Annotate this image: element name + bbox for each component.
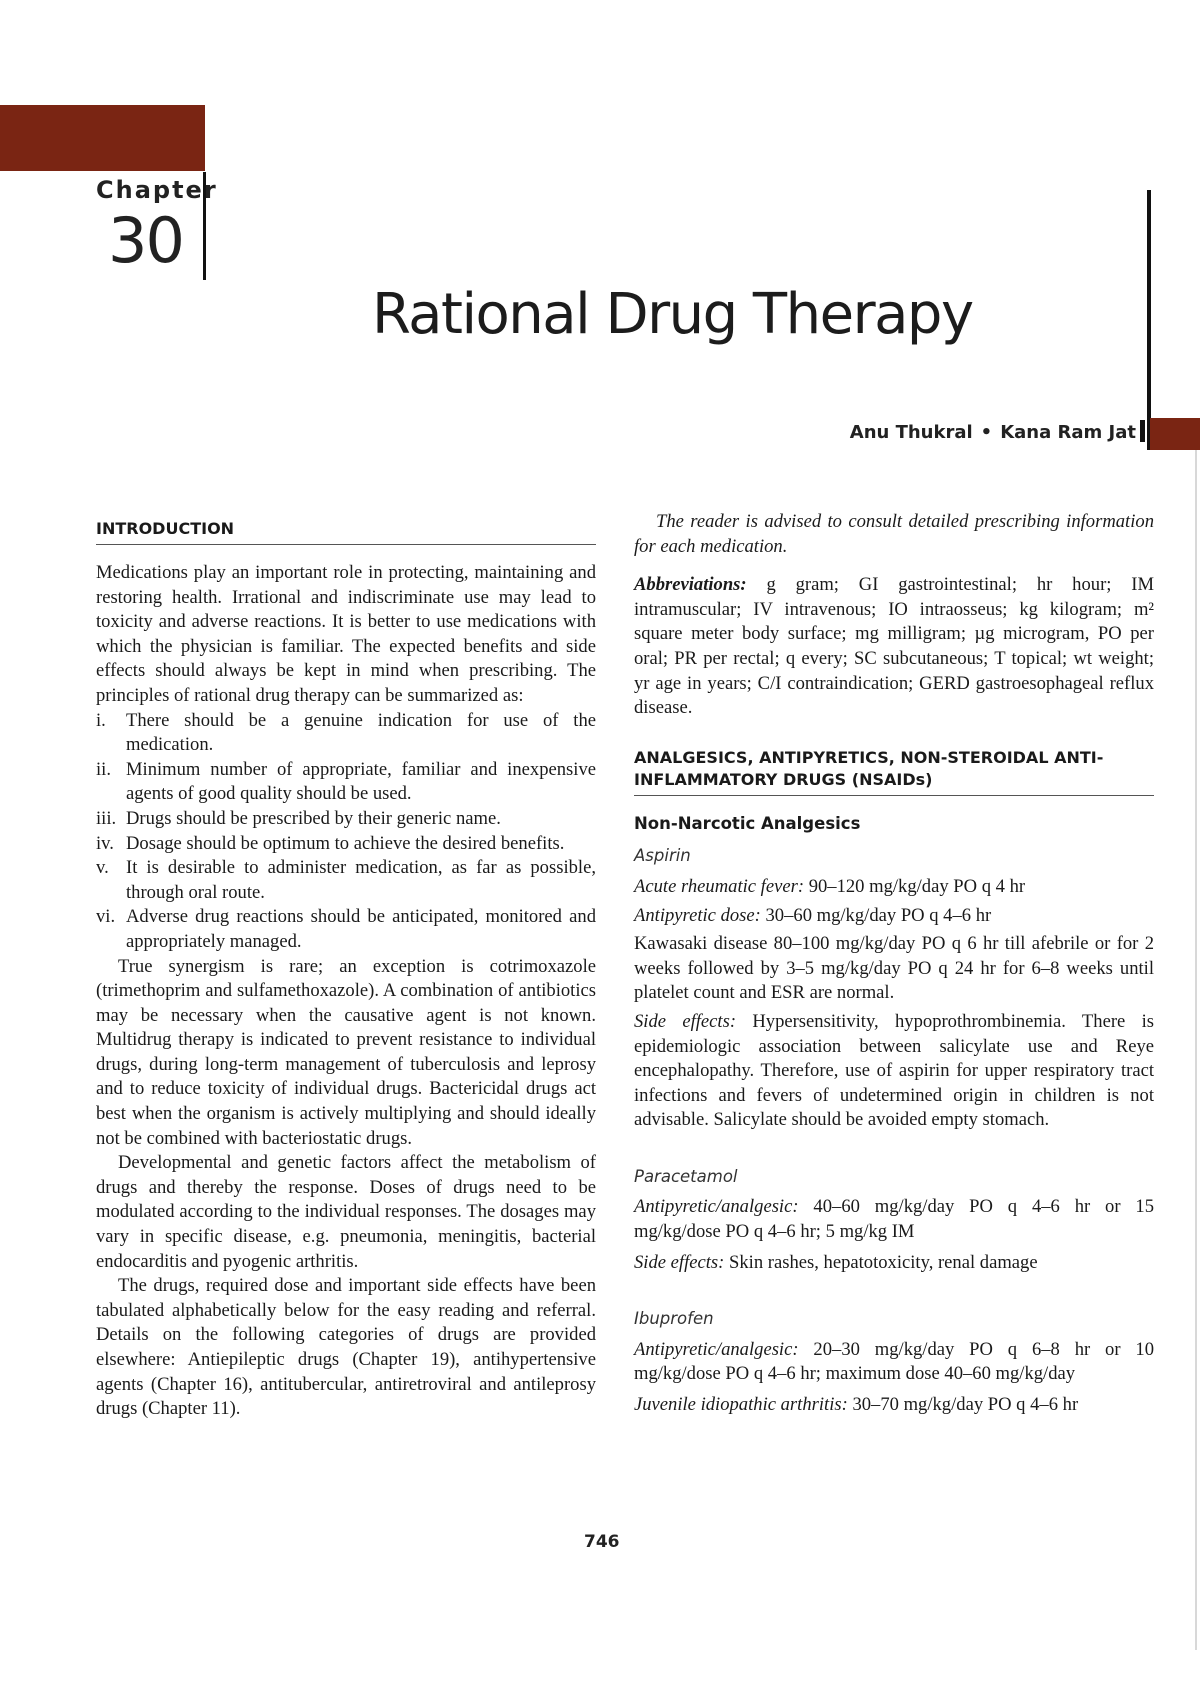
list-item-text: Minimum number of appropriate, familiar and inexpensive agents of good quality should be used. xyxy=(126,758,596,805)
list-item-number: iv. xyxy=(96,832,114,854)
list-item xyxy=(96,832,596,857)
aspirin-arf-label: Acute rheumatic fever: xyxy=(634,875,805,897)
ibuprofen-dose xyxy=(634,1338,1154,1387)
right-color-tab xyxy=(1150,418,1200,450)
intro-paragraph-2: True synergism is rare; an exception is cotrimoxazole (trimethoprim and sulfamethoxazole). A combination of antibiotics may be necessary when the causative agent is not known. Multidrug therapy is indicated to prevent resistance to individual drugs, during long-term management of tuberculosis and leprosy and to reduce toxicity of individual drugs. Bactericidal drugs act best when the organism is actively multiplying and should ideally not be combined with bacteriostatic drugs. xyxy=(96,955,596,1149)
drug-name-aspirin: Aspirin xyxy=(634,846,691,866)
introduction-heading: INTRODUCTION xyxy=(96,518,596,545)
principles-list xyxy=(96,709,596,955)
intro-paragraph-3: Developmental and genetic factors affect the metabolism of drugs and thereby the response. Doses of drugs need to be modulated according to the individual responses. The dosages may vary in specific disease, e.g. pneumonia, meningitis, bacterial endocarditis and pyogenic arthritis. xyxy=(96,1152,596,1272)
list-item xyxy=(96,856,596,905)
right-vertical-rule xyxy=(1147,190,1151,450)
subheading-non-narcotic: Non-Narcotic Analgesics xyxy=(634,813,861,833)
paracetamol-side-effects xyxy=(634,1251,1154,1276)
list-item xyxy=(96,807,596,832)
page-number: 746 xyxy=(584,1532,620,1552)
paracetamol-side-label: Side effects: xyxy=(634,1251,725,1273)
ibuprofen-jia-label: Juvenile idiopathic arthritis: xyxy=(634,1394,848,1416)
drug-name-paracetamol: Paracetamol xyxy=(634,1166,738,1186)
aspirin-kawasaki: Kawasaki disease 80–100 mg/kg/day PO q 6 hr till afebrile or for 2 weeks followed by 3–5 mg/kg/day PO q 24 hr for 6–8 weeks until platelet count and ESR are normal. xyxy=(634,933,1154,1004)
chapter-number: 30 xyxy=(108,204,183,277)
paracetamol-side-text: Skin rashes, hepatotoxicity, renal damage xyxy=(729,1251,1038,1273)
author-separator: • xyxy=(980,422,993,443)
aspirin-side-label: Side effects: xyxy=(634,1010,737,1032)
aspirin-antipyretic-text: 30–60 mg/kg/day PO q 4–6 hr xyxy=(765,904,992,926)
left-column xyxy=(96,518,596,1422)
list-item-number: i. xyxy=(96,709,106,731)
aspirin-arf xyxy=(634,875,1154,900)
list-item xyxy=(96,758,596,807)
ibuprofen-dose-label: Antipyretic/analgesic: xyxy=(634,1338,799,1360)
advice-note: The reader is advised to consult detailed prescribing information for each medication. xyxy=(634,511,1154,557)
list-item-number: ii. xyxy=(96,758,111,780)
list-item-number: vi. xyxy=(96,906,116,928)
page-edge-shadow xyxy=(1195,450,1197,1650)
abbreviations-text: g gram; GI gastrointestinal; hr hour; IM intramuscular; IV intravenous; IO intraosseus; kg kilogram; m² square meter body surface; mg milligram; µg microgram, PO per oral; PR per rectal; q every; SC subcutaneous; T topical; wt weight; yr age in years; C/I contraindication; GERD gastroesophageal reflux disease. xyxy=(634,574,1154,719)
list-item-text: Drugs should be prescribed by their generic name. xyxy=(126,807,501,829)
authors xyxy=(850,422,1136,443)
list-item xyxy=(96,905,596,954)
list-item-number: v. xyxy=(96,857,109,879)
author-2: Kana Ram Jat xyxy=(1000,422,1136,443)
list-item xyxy=(96,709,596,758)
abbreviations xyxy=(634,573,1154,721)
list-item-text: Adverse drug reactions should be anticipated, monitored and appropriately managed. xyxy=(126,906,596,952)
aspirin-side-effects xyxy=(634,1010,1154,1133)
drug-name-ibuprofen: Ibuprofen xyxy=(634,1309,714,1329)
tab-notch xyxy=(1140,420,1145,442)
aspirin-side-text: Hypersensitivity, hypoprothrombinemia. There is epidemiologic association between salicylate use and Reye encephalopathy. Therefore, use of aspirin for upper respiratory tract infections and fevers of undetermined origin in children is not advisable. Salicylate should be avoided empty stomach. xyxy=(634,1010,1154,1131)
right-column xyxy=(634,510,1154,1422)
list-item-text: There should be a genuine indication for use of the medication. xyxy=(126,709,596,756)
intro-paragraph-1: Medications play an important role in protecting, maintaining and restoring health. Irrational and indiscriminate use may lead to toxicity and adverse reactions. It is better to use medications with which the physician is familiar. The expected benefits and side effects should always be kept in mind when prescribing. The principles of rational drug therapy can be summarized as: xyxy=(96,562,596,706)
paracetamol-dose xyxy=(634,1195,1154,1244)
page-title: Rational Drug Therapy xyxy=(372,282,973,347)
chapter-color-block xyxy=(0,105,205,171)
abbreviations-label: Abbreviations: xyxy=(634,574,747,596)
paracetamol-dose-text: 40–60 mg/kg/day PO q 4–6 hr or 15 mg/kg/dose PO q 4–6 hr; 5 mg/kg IM xyxy=(634,1196,1154,1243)
author-1: Anu Thukral xyxy=(849,422,973,443)
intro-paragraph-4: The drugs, required dose and important side effects have been tabulated alphabetically below for the easy reading and referral. Details on the following categories of drugs are provided elsewhere: Antiepileptic drugs (Chapter 19), antihypertensive agents (Chapter 16), antitubercular, antiretroviral and antileprosy drugs (Chapter 11). xyxy=(96,1275,596,1420)
ibuprofen-jia xyxy=(634,1393,1154,1418)
chapter-label: Chapter xyxy=(96,176,218,204)
list-item-number: iii. xyxy=(96,807,117,829)
ibuprofen-jia-text: 30–70 mg/kg/day PO q 4–6 hr xyxy=(852,1394,1079,1416)
ibuprofen-dose-text: 20–30 mg/kg/day PO q 6–8 hr or 10 mg/kg/dose PO q 4–6 hr; maximum dose 40–60 mg/kg/day xyxy=(634,1338,1154,1385)
aspirin-antipyretic xyxy=(634,904,1154,929)
list-item-text: It is desirable to administer medication, as far as possible, through oral route. xyxy=(126,857,596,903)
aspirin-arf-text: 90–120 mg/kg/day PO q 4 hr xyxy=(808,875,1026,897)
section-heading-nsaids: ANALGESICS, ANTIPYRETICS, NON-STEROIDAL ANTI-INFLAMMATORY DRUGS (NSAIDs) xyxy=(634,747,1154,796)
list-item-text: Dosage should be optimum to achieve the desired benefits. xyxy=(126,832,565,854)
aspirin-antipyretic-label: Antipyretic dose: xyxy=(634,904,761,926)
paracetamol-dose-label: Antipyretic/analgesic: xyxy=(634,1196,799,1218)
